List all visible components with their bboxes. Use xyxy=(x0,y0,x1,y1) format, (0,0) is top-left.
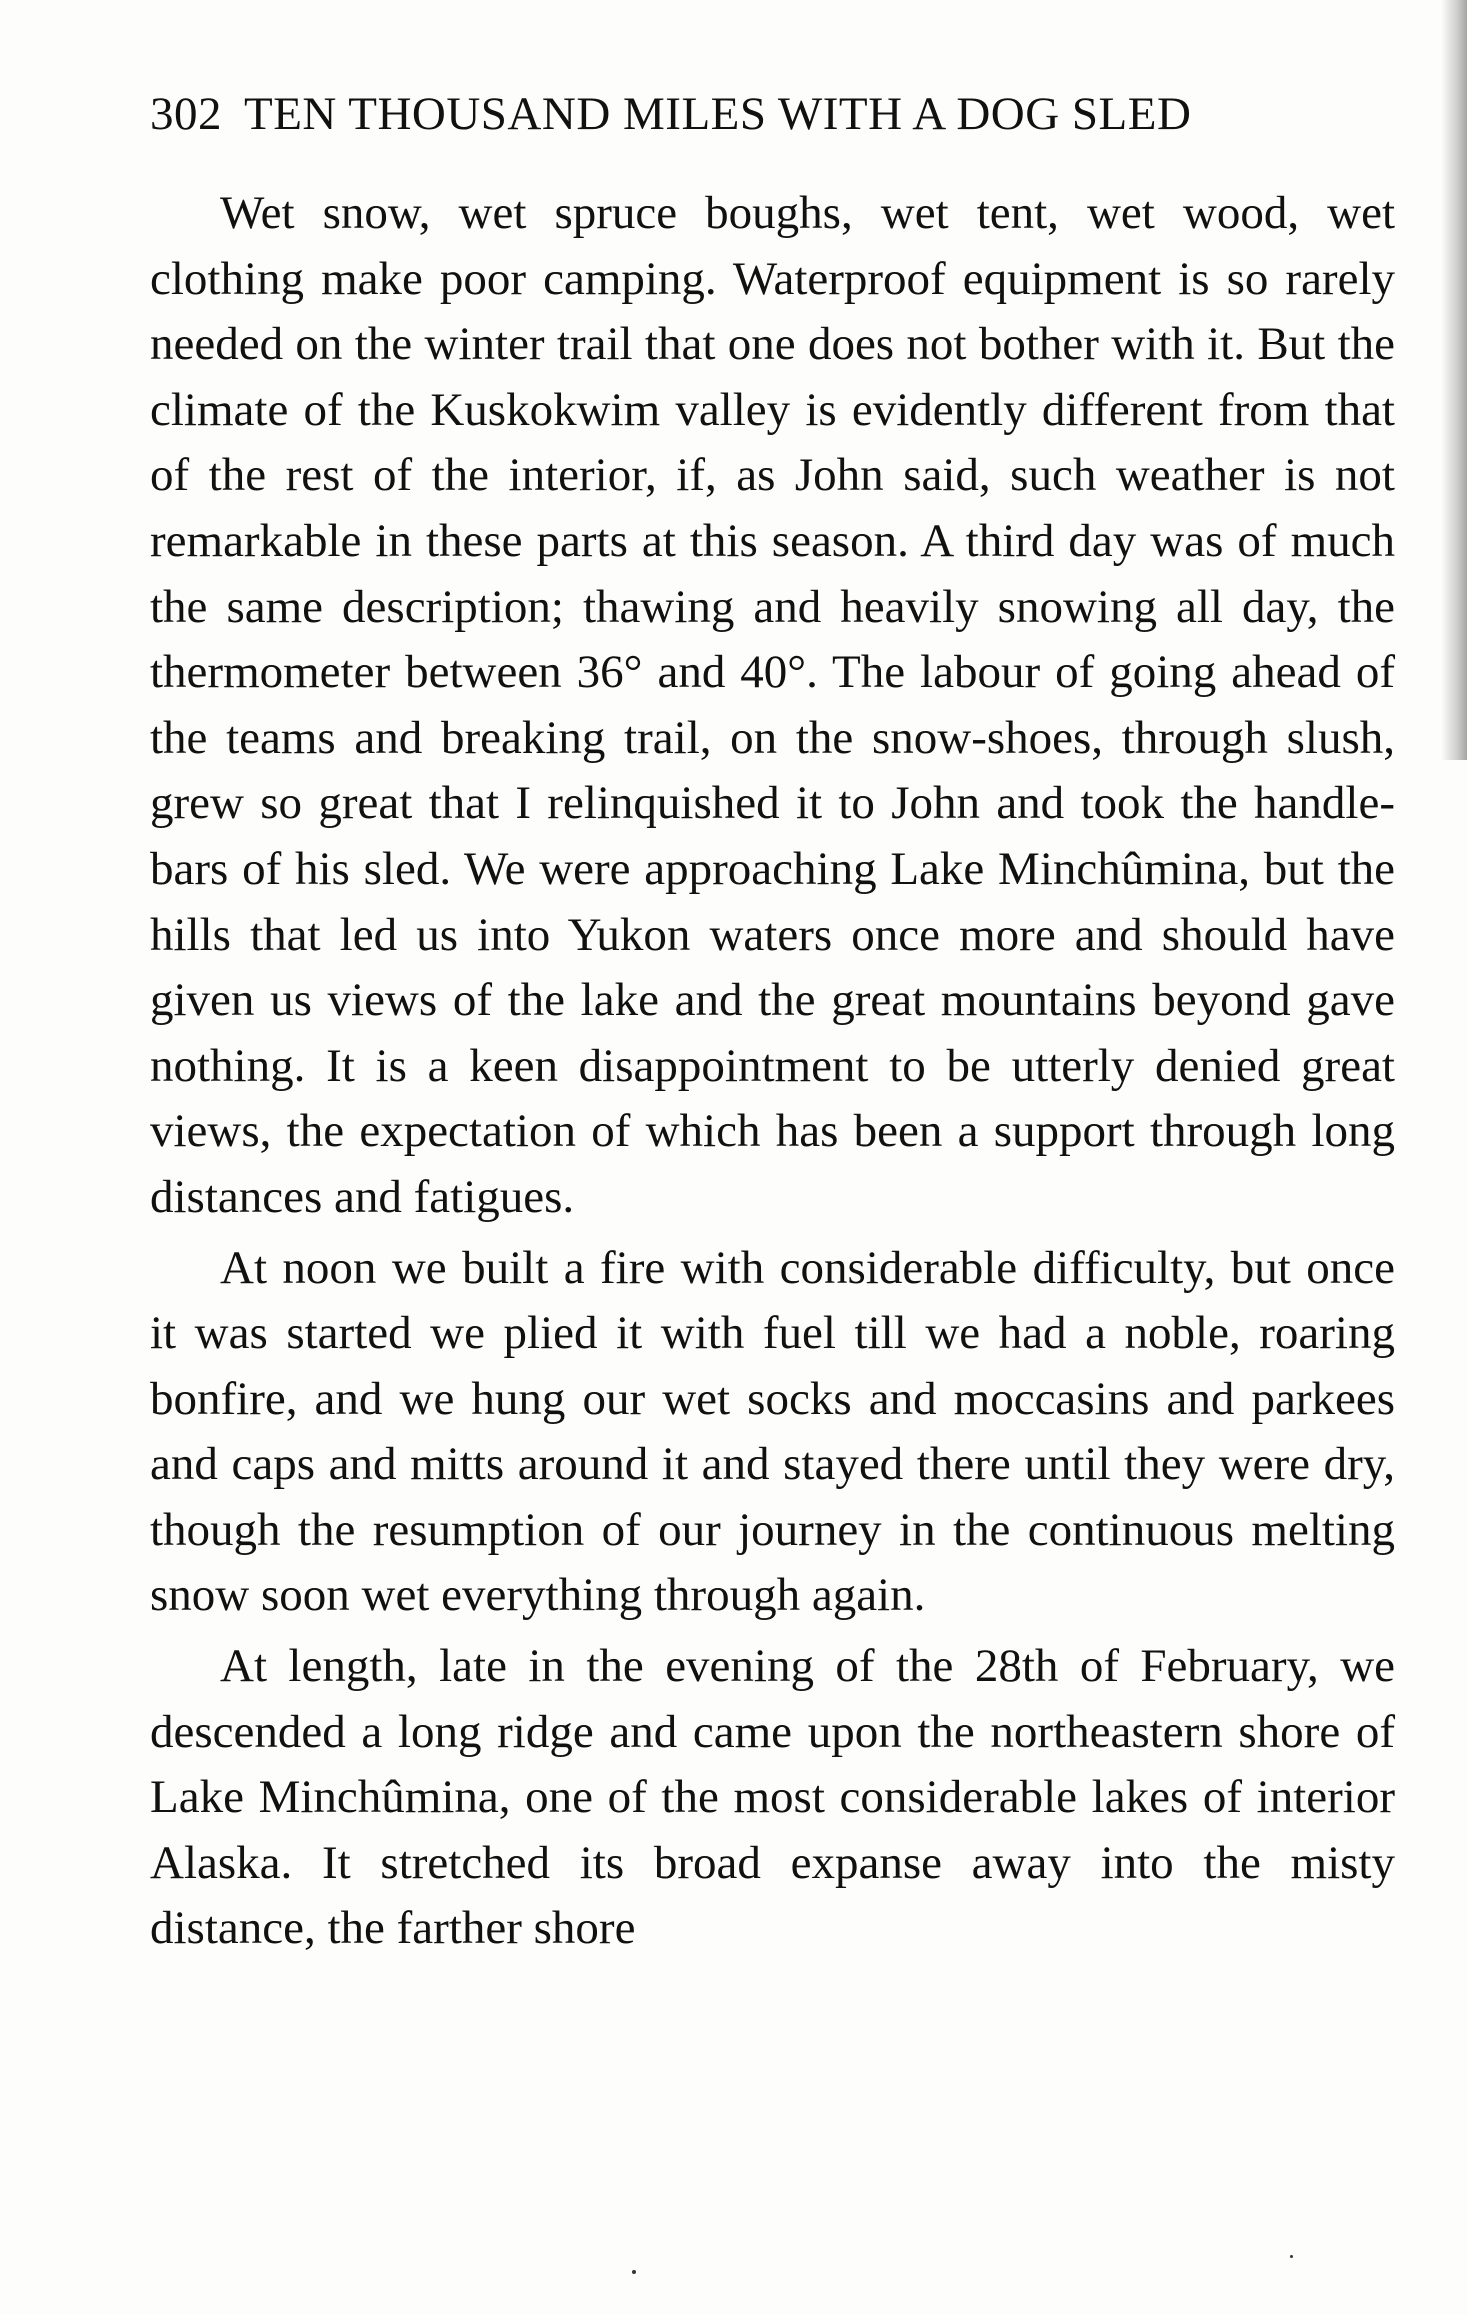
running-head-title: TEN THOUSAND MILES WITH A DOG SLED xyxy=(244,88,1192,140)
print-speck xyxy=(632,2270,636,2274)
paragraph: At noon we built a fire with considerable difficulty, but once it was started we plied it with fuel till we had a noble, roaring bonfire, and we hung our wet socks and moccasins and parkees and caps and mitts around it and stayed there until they were dry, though the resumption of our journey in the continuous melting snow soon wet everything through again. xyxy=(150,1241,1395,1622)
page-number: 302 xyxy=(150,88,222,140)
binding-shadow xyxy=(1441,0,1467,760)
print-speck xyxy=(1290,2255,1293,2258)
paragraph: Wet snow, wet spruce boughs, wet tent, wet wood, wet clothing make poor camping. Waterproof equipment is so rarely needed on the winter trail that one does not bother with it. But the climate of the Kuskokwim valley is evidently different from that of the rest of the interior, if, as John said, such weather is not remarkable in these parts at this season. A third day was of much the same description; thawing and heavily snowing all day, the thermometer between 36° and 40°. The labour of going ahead of the teams and breaking trail, on the snow-shoes, through slush, grew so great that I relinquished it to John and took the handle-bars of his sled. We were approaching Lake Minchûmina, but the hills that led us into Yukon waters once more and should have given us views of the lake and the great mountains beyond gave nothing. It is a keen disappointment to be utterly denied great views, the expectation of which has been a support through long distances and fatigues. xyxy=(150,187,1395,1223)
running-head xyxy=(150,84,1360,144)
body-text xyxy=(150,181,1395,1962)
paragraph: At length, late in the evening of the 28th of February, we descended a long ridge and came upon the northeastern shore of Lake Minchûmina, one of the most considerable lakes of interior Alaska. It stretched its broad expanse away into the misty distance, the farther shore xyxy=(150,1640,1395,1955)
